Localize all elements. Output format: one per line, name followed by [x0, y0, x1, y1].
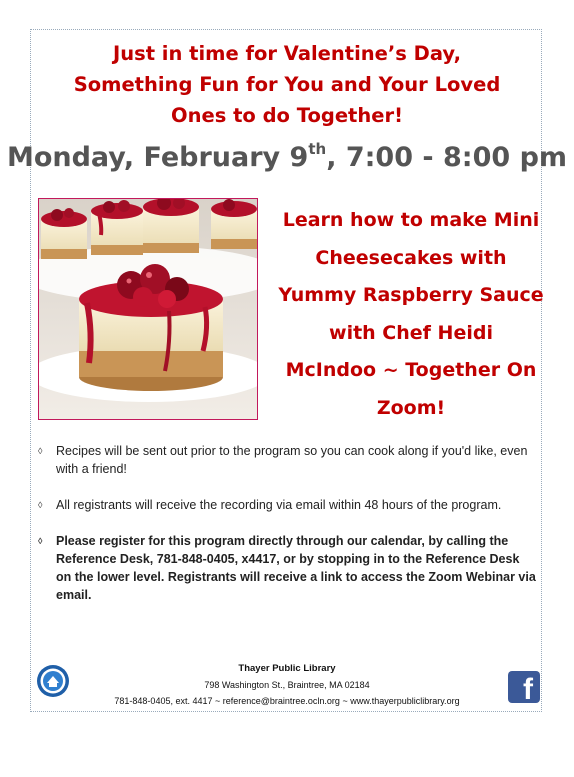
- event-date-ordinal: th: [308, 140, 327, 158]
- footer-org-name: Thayer Public Library: [238, 663, 336, 674]
- cheesecake-photo: [38, 198, 258, 420]
- event-date-prefix: Monday, February 9: [6, 142, 309, 173]
- footer-contact[interactable]: 781-848-0405, ext. 4417 ~ reference@braintree.ocln.org ~ www.thayerpubliclibrary.org: [114, 696, 460, 706]
- event-date-suffix: , 7:00 - 8:00 pm: [326, 142, 568, 173]
- promo-line-2: Cheesecakes with: [315, 246, 507, 269]
- promo-text: [272, 202, 550, 427]
- list-item: [38, 442, 538, 478]
- list-item: [38, 496, 538, 514]
- facebook-icon[interactable]: f: [508, 671, 540, 703]
- event-date: [0, 142, 574, 173]
- promo-line-1: Learn how to make Mini: [282, 209, 540, 231]
- footer: [60, 661, 514, 709]
- promo-line-3: Yummy Raspberry Sauce: [278, 284, 544, 306]
- list-item-text: Please register for this program directly through our calendar, by calling the Reference Desk, 781-848-0405, x4417, or by stopping in to the Reference Desk on the lower level. Registrants will receive a link to access the Zoom Webinar via email.: [56, 534, 536, 602]
- bullet-diamond-icon: ◊: [38, 446, 43, 456]
- headline-line-2: Something Fun for You and Your Loved: [73, 73, 501, 96]
- promo-line-6: Zoom!: [376, 396, 446, 419]
- list-item-text: All registrants will receive the recording via email within 48 hours of the program.: [56, 498, 502, 512]
- promo-line-4: with Chef Heidi: [329, 321, 493, 344]
- headline-line-1: Just in time for Valentine’s Day,: [112, 42, 462, 65]
- footer-address: 798 Washington St., Braintree, MA 02184: [204, 680, 370, 690]
- headline: [0, 38, 574, 131]
- bullet-diamond-icon: ◊: [38, 536, 43, 546]
- headline-line-3: Ones to do Together!: [171, 104, 403, 127]
- bullet-diamond-icon: ◊: [38, 500, 43, 510]
- info-list: [38, 442, 538, 622]
- list-item: [38, 532, 538, 604]
- promo-line-5: McIndoo ~ Together On: [285, 359, 537, 381]
- list-item-text: Recipes will be sent out prior to the program so you can cook along if you'd like, even with a friend!: [56, 444, 528, 476]
